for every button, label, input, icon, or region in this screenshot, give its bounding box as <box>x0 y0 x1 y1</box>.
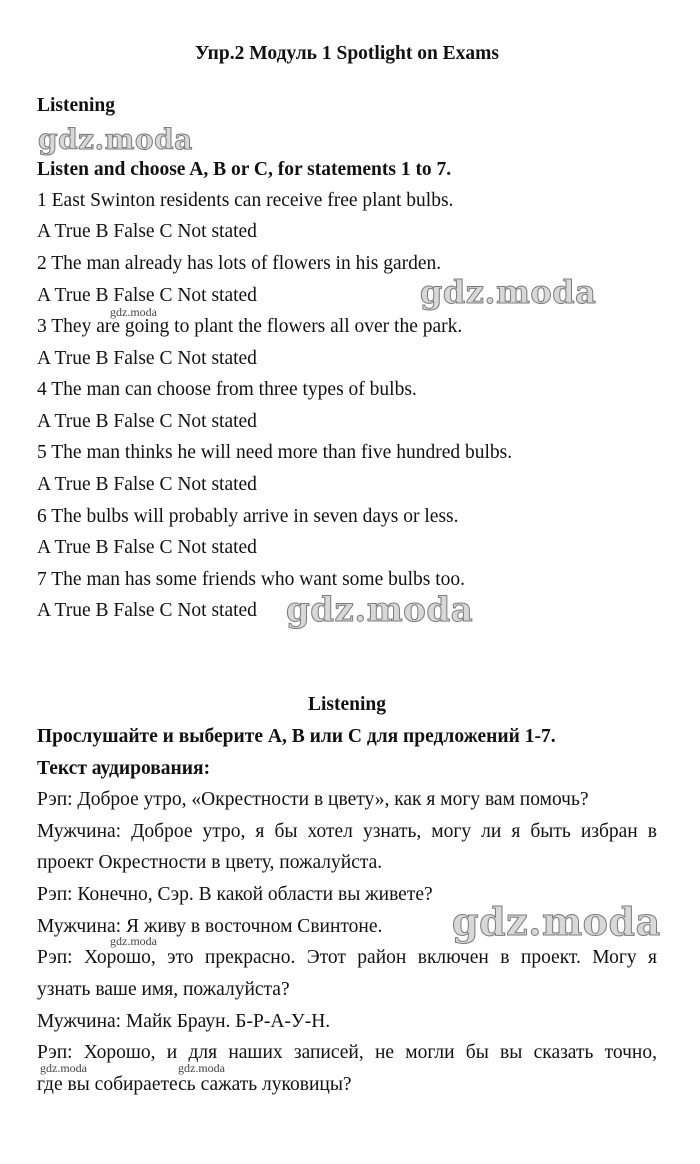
transcript-line: Рэп: Доброе утро, «Окрестности в цвету», как я могу вам помочь? <box>37 789 589 810</box>
statement-7-options: A True B False C Not stated <box>37 600 257 621</box>
page-title: Упр.2 Модуль 1 Spotlight on Exams <box>194 43 500 64</box>
statement-4: 4 The man can choose from three types of bulbs. <box>37 379 417 400</box>
statement-2: 2 The man already has lots of flowers in his garden. <box>37 253 442 274</box>
section1-instruction: Listen and choose A, B or C, for statements 1 to 7. <box>37 159 452 180</box>
watermark-logo: gdz.moda <box>452 899 661 944</box>
watermark-logo: gdz.moda <box>38 123 193 156</box>
statement-6-options: A True B False C Not stated <box>37 537 257 558</box>
statement-2-options: A True B False C Not stated <box>37 285 257 306</box>
statement-6: 6 The bulbs will probably arrive in seven days or less. <box>37 506 459 527</box>
transcript-line: Мужчина: Доброе утро, я бы хотел узнать, могу ли я быть избран в <box>37 821 657 842</box>
section1-heading: Listening <box>37 95 116 116</box>
watermark-logo: gdz.moda <box>420 273 597 311</box>
statement-5: 5 The man thinks he will need more than five hundred bulbs. <box>37 442 513 463</box>
watermark-small: gdz.moda <box>178 1061 225 1075</box>
transcript-line: где вы собираетесь сажать луковицы? <box>37 1074 352 1095</box>
watermark-logo: gdz.moda <box>286 590 474 630</box>
transcript-line: Мужчина: Я живу в восточном Свинтоне. <box>37 916 383 937</box>
transcript-line: Рэп: Хорошо, и для наших записей, не могли бы вы сказать точно, <box>37 1042 657 1063</box>
statement-3-options: A True B False C Not stated <box>37 348 257 369</box>
transcript-line: проект Окрестности в цвету, пожалуйста. <box>37 852 383 873</box>
watermark-small: gdz.moda <box>110 934 157 948</box>
section2-instruction: Прослушайте и выберите А, В или С для предложений 1-7. <box>37 726 556 747</box>
statement-1-options: A True B False C Not stated <box>37 221 257 242</box>
statement-5-options: A True B False C Not stated <box>37 474 257 495</box>
statement-1: 1 East Swinton residents can receive free plant bulbs. <box>37 190 454 211</box>
watermark-small: gdz.moda <box>110 305 157 319</box>
transcript-line: Мужчина: Майк Браун. Б-Р-А-У-Н. <box>37 1011 331 1032</box>
statement-4-options: A True B False C Not stated <box>37 411 257 432</box>
transcript-line: узнать ваше имя, пожалуйста? <box>37 979 290 1000</box>
transcript-line: Рэп: Конечно, Сэр. В какой области вы живете? <box>37 884 433 905</box>
statement-3: 3 They are going to plant the flowers all over the park. <box>37 316 463 337</box>
watermark-small: gdz.moda <box>40 1061 87 1075</box>
transcript-heading: Текст аудирования: <box>37 758 211 779</box>
statement-7: 7 The man has some friends who want some bulbs too. <box>37 569 466 590</box>
transcript-line: Рэп: Хорошо, это прекрасно. Этот район включен в проект. Могу я <box>37 947 657 968</box>
section2-heading: Listening <box>307 694 387 715</box>
